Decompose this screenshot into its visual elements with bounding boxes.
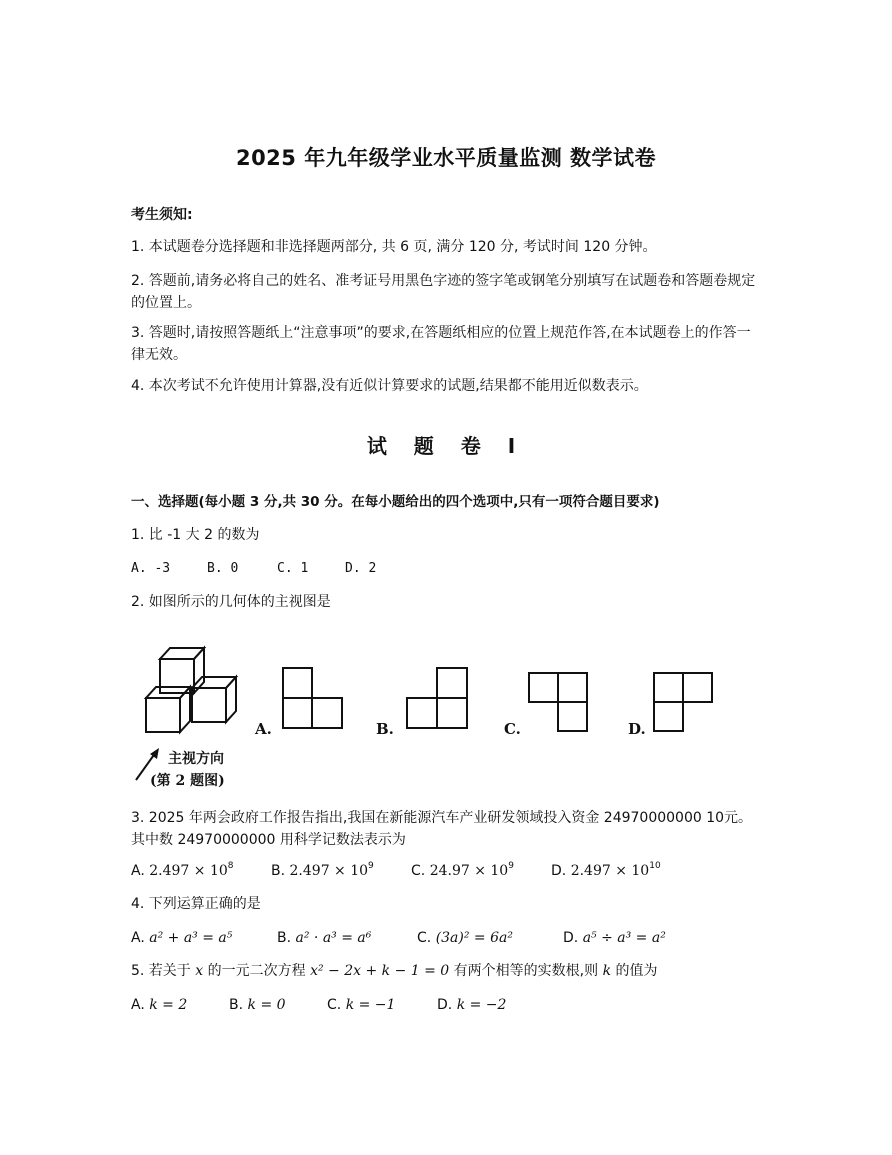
- option-a: A. -3: [131, 561, 171, 576]
- option-c: C. (3a)² = 6a²: [417, 930, 513, 946]
- exam-title: 2025 年九年级学业水平质量监测 数学试卷: [235, 146, 657, 170]
- figure-option-a-label: A.: [255, 720, 272, 738]
- option-a: A. $2.497 \times 10^8$: [131, 861, 234, 879]
- option-a: A. k = 2: [131, 997, 188, 1013]
- notice-item-3: 3. 答题时,请按照答题纸上“注意事项”的要求,在答题纸相应的位置上规范作答,在本试题卷上的作答一律无效。: [131, 325, 751, 363]
- option-d: D. 2: [345, 561, 377, 576]
- question-2-stem: 2. 如图所示的几何体的主视图是: [131, 594, 331, 610]
- direction-label: 主视方向: [168, 751, 224, 767]
- figure-option-d-label: D.: [628, 720, 646, 738]
- question-1-stem: 1. 比 -1 大 2 的数为: [131, 527, 260, 543]
- figure-option-c-label: C.: [504, 720, 521, 738]
- option-a: A. a² + a³ = a⁵: [131, 930, 233, 946]
- figure-option-b-label: B.: [376, 720, 394, 738]
- option-d: D. a⁵ ÷ a³ = a²: [563, 930, 666, 946]
- option-d: D. $2.497 \times 10^{10}$: [551, 861, 661, 879]
- option-b: B. $2.497 \times 10^9$: [271, 861, 374, 879]
- question-4-stem: 4. 下列运算正确的是: [131, 896, 261, 912]
- section-title: 试 题 卷 I: [366, 434, 526, 458]
- question-2-figure: [132, 628, 722, 793]
- figure-caption: (第 2 题图): [150, 773, 225, 789]
- cube-solid-drawing: [146, 648, 236, 732]
- question-4-options: [131, 927, 761, 949]
- option-b: B. k = 0: [229, 997, 286, 1013]
- option-c: C. $24.97 \times 10^9$: [411, 861, 514, 879]
- option-c: C. 1: [277, 561, 309, 576]
- part-one-heading: 一、选择题(每小题 3 分,共 30 分。在每小题给出的四个选项中,只有一项符合题目要求): [131, 494, 660, 510]
- question-5-stem: 5. 若关于 x 的一元二次方程 x² − 2x + k − 1 = 0 有两个相等的实数根,则 k 的值为: [131, 963, 658, 979]
- question-3-options: [131, 860, 761, 882]
- question-1-options: [131, 558, 761, 580]
- option-b: B. 0: [207, 561, 239, 576]
- notice-item-1: 1. 本试题卷分选择题和非选择题两部分, 共 6 页, 满分 120 分, 考试时间 120 分钟。: [131, 239, 657, 255]
- notice-item-4: 4. 本次考试不允许使用计算器,没有近似计算要求的试题,结果都不能用近似数表示。: [131, 378, 648, 394]
- figure-option-c: [529, 673, 587, 731]
- option-b: B. a² · a³ = a⁶: [277, 930, 372, 946]
- option-d: D. k = −2: [437, 997, 507, 1013]
- question-5-options: [131, 994, 761, 1016]
- notice-heading: 考生须知:: [131, 207, 193, 223]
- option-c: C. k = −1: [327, 997, 396, 1013]
- figure-option-d: [654, 673, 712, 731]
- figure-option-b: [407, 668, 467, 728]
- notice-item-2: 2. 答题前,请务必将自己的姓名、准考证号用黑色字迹的签字笔或钢笔分别填写在试题卷和答题卷规定的位置上。: [131, 273, 756, 311]
- question-3-stem: 3. 2025 年两会政府工作报告指出,我国在新能源汽车产业研发领域投入资金 24970000000 10元。其中数 24970000000 用科学记数法表示为: [131, 810, 753, 848]
- figure-option-a: [283, 668, 342, 728]
